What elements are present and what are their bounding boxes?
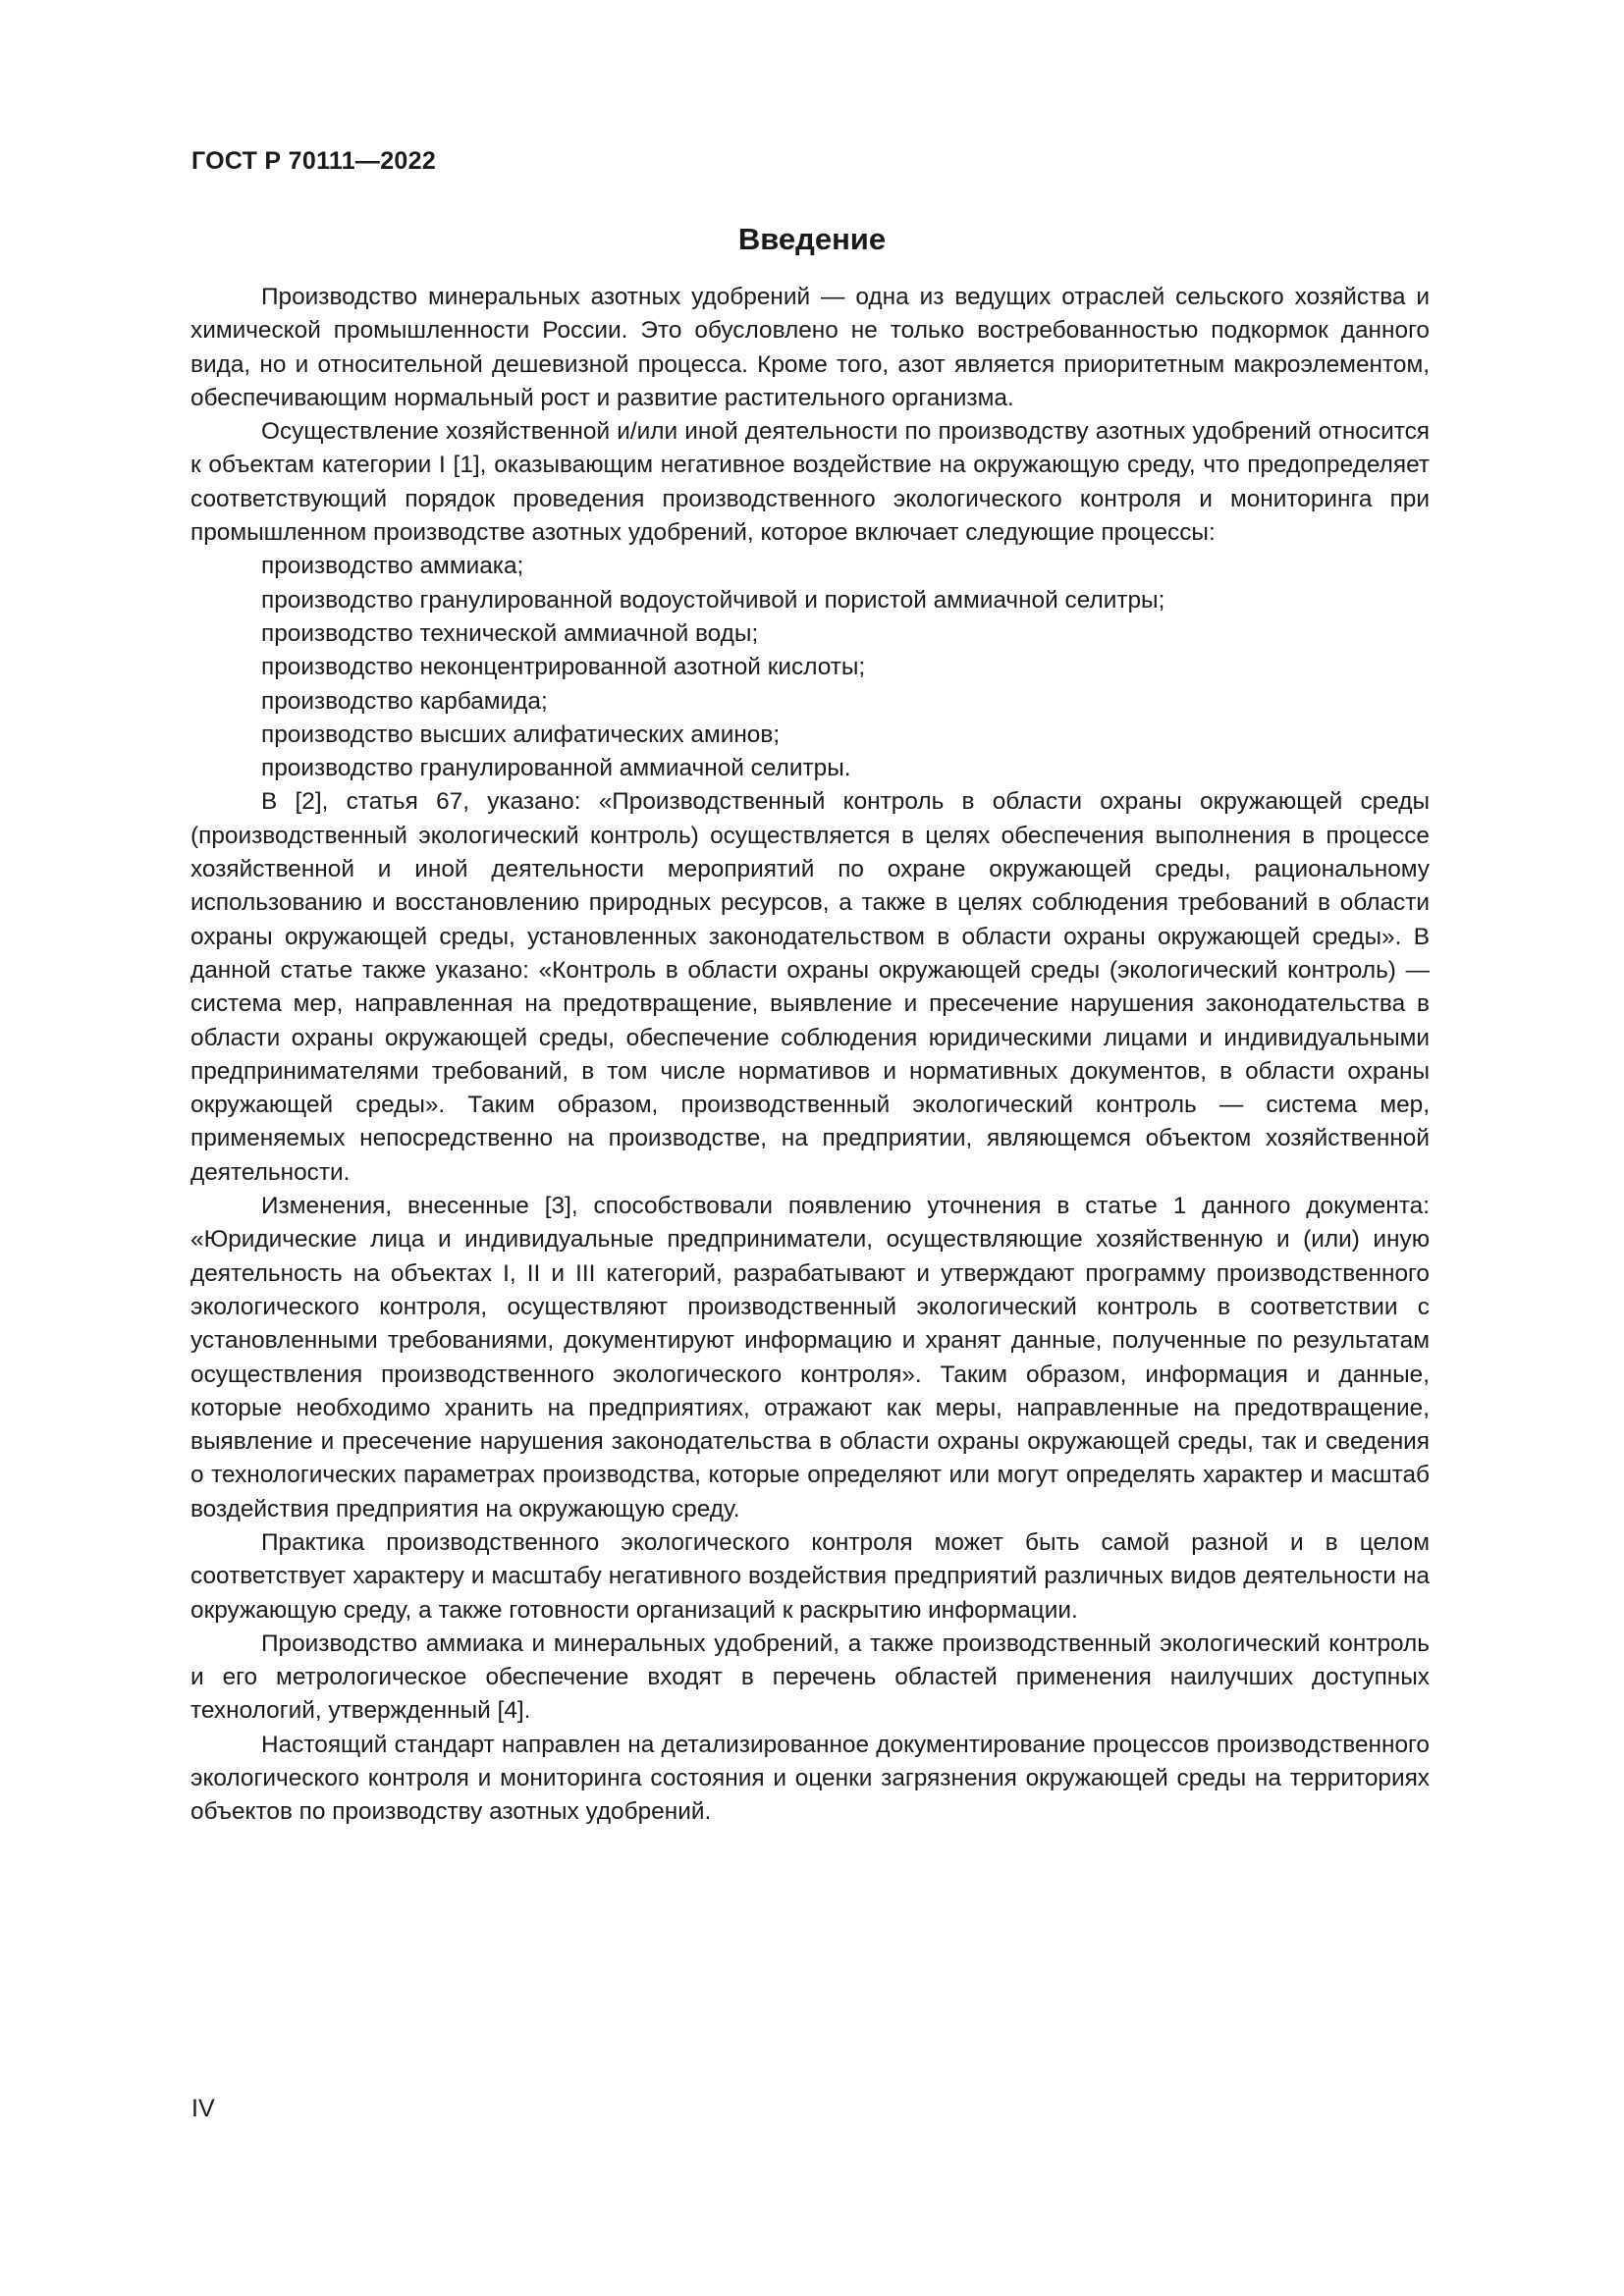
section-title: Введение xyxy=(737,222,887,256)
list-item: производство аммиака; xyxy=(261,553,524,580)
paragraph-2: Осуществление хозяйственной и/или иной деятельности по производству азотных удобрений относится к объектам категории I [1], оказывающим негативное воздействие на окружающую среду, что предопределяет соответствующий порядок проведения производственного экологического контроля и мониторинга при промышленном производстве азотных удобрений, которое включает следующие процессы: xyxy=(190,418,1430,547)
list-item: производство неконцентрированной азотной кислоты; xyxy=(261,654,866,681)
paragraph-1: Производство минеральных азотных удобрений — одна из ведущих отраслей сельского хозяйства и химической промышленности России. Это обусловлено не только востребованностью подкормок данного вида, но и относительной дешевизной процесса. Кроме того, азот является приоритетным макроэлементом, обеспечивающим нормальный рост и развитие растительного организма. xyxy=(190,284,1430,411)
paragraph-5: Практика производственного экологического контроля может быть самой разной и в целом соответствует характеру и масштабу негативного воздействия предприятий различных видов деятельности на окружающую среду, а также готовности организаций к раскрытию информации. xyxy=(190,1528,1430,1624)
paragraph-7: Настоящий стандарт направлен на детализированное документирование процессов производственного экологического контроля и мониторинга состояния и оценки загрязнения окружающей среды на территориях объектов по производству азотных удобрений. xyxy=(190,1731,1430,1826)
paragraph-4: Изменения, внесенные [3], способствовали появлению уточнения в статье 1 данного документа: «Юридические лица и индивидуальные предприниматели, осуществляющие хозяйственную и (или) иную деятельность на объектах I, II и III категорий, разрабатывают и утверждают программу производственного экологического контроля, осуществляют производственный экологический контроль в соответствии с установленными требованиями, документируют информацию и хранят данные, полученные по результатам осуществления производственного экологического контроля». Таким образом, информация и данные, которые необходимо хранить на предприятиях, отражают как меры, направленные на предотвращение, выявление и пресечение нарушения законодательства в области охраны окружающей среды, так и сведения о технологических параметрах производства, которые определяют или могут определять характер и масштаб воздействия предприятия на окружающую среду. xyxy=(190,1193,1430,1522)
list-item: производство высших алифатических аминов; xyxy=(261,721,781,748)
paragraph-3: В [2], статья 67, указано: «Производственный контроль в области охраны окружающей среды (производственный экологический контроль) осуществляется в целях обеспечения выполнения в процессе хозяйственной и иной деятельности мероприятий по охране окружающей среды, рациональному использованию и восстановлению природных ресурсов, а также в целях соблюдения требований в области охраны окружающей среды, установленных законодательством в области охраны окружающей среды». В данной статье также указано: «Контроль в области охраны окружающей среды (экологический контроль) — система мер, направленная на предотвращение, выявление и пресечение нарушения законодательства в области охраны окружающей среды, обеспечение соблюдения юридическими лицами и индивидуальными предпринимателями требований, в том числе нормативов и нормативных документов, в области охраны окружающей среды». Таким образом, производственный экологический контроль — система мер, применяемых непосредственно на производстве, на предприятии, являющемся объектом хозяйственной деятельности. xyxy=(190,788,1430,1186)
document-id-header: ГОСТ Р 70111—2022 xyxy=(191,147,437,175)
list-item: производство гранулированной аммиачной селитры. xyxy=(261,755,851,782)
page-number: IV xyxy=(191,2095,215,2122)
list-item: производство гранулированной водоустойчивой и пористой аммиачной селитры; xyxy=(261,586,1165,614)
list-item: производство технической аммиачной воды; xyxy=(261,619,759,647)
paragraph-6: Производство аммиака и минеральных удобрений, а также производственный экологический контроль и его метрологическое обеспечение входят в перечень областей применения наилучших доступных технологий, утвержденный [4]. xyxy=(190,1629,1430,1725)
list-item: производство карбамида; xyxy=(261,687,548,715)
introduction-body xyxy=(190,281,1430,1830)
process-list xyxy=(190,550,1430,785)
